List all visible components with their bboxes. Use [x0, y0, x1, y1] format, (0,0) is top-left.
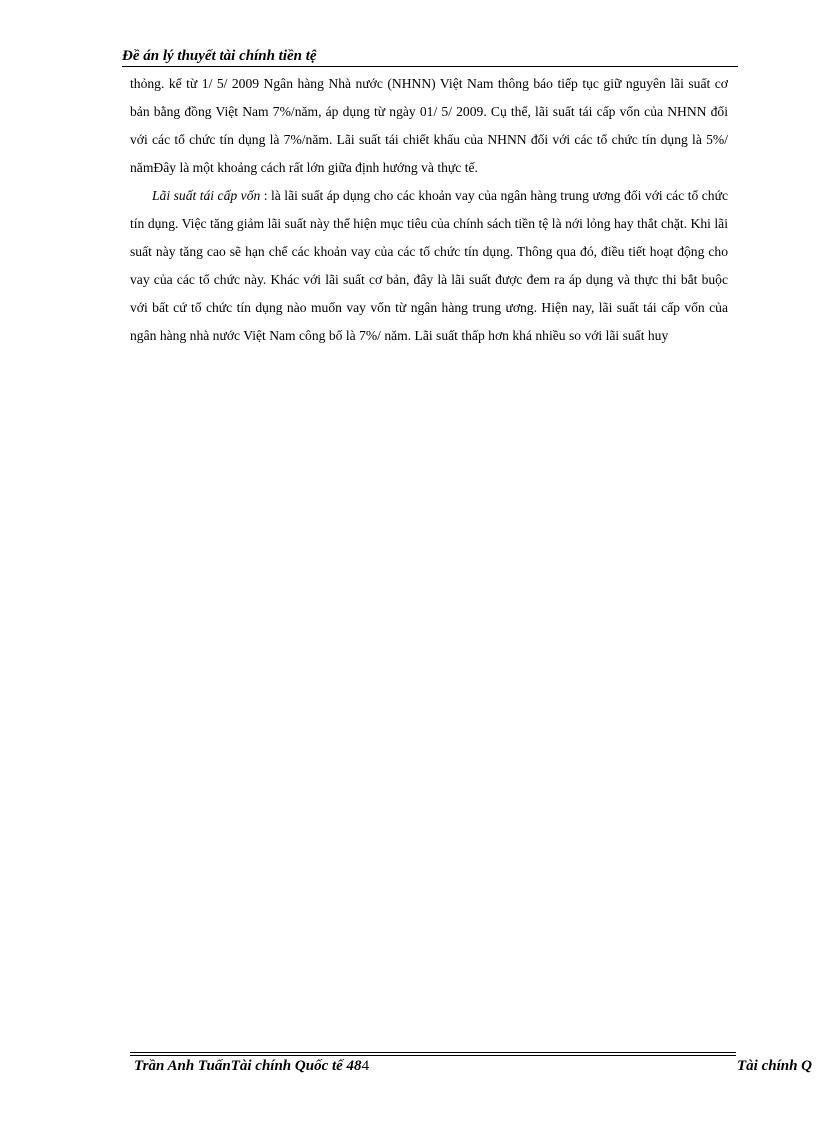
footer-divider-top [130, 1052, 736, 1053]
term-lai-suat-tai-cap-von: Lãi suất tái cấp vốn [152, 188, 261, 203]
header-divider [122, 66, 738, 67]
paragraph-2 [130, 182, 728, 350]
document-body [130, 70, 728, 350]
footer-divider-bottom [130, 1055, 736, 1056]
footer-author-class: Trần Anh TuấnTài chính Quốc tế 48 [134, 1058, 362, 1074]
footer-author [134, 1058, 369, 1075]
footer-right-text: Tài chính Q [737, 1058, 813, 1074]
page-number: 4 [361, 1058, 370, 1074]
paragraph-2-text: : là lãi suất áp dụng cho các khoản vay của ngân hàng trung ương đối với các tổ chức tín dụng. Việc tăng giảm lãi suất này thể hiện mục tiêu của chính sách tiền tệ là nới lỏng hay thắt chặt. Khi lãi suất này tăng cao sẽ hạn chế các khoản vay của các tổ chức tín dụng. Thông qua đó, điều tiết hoạt động cho vay của các tổ chức này. Khác với lãi suất cơ bản, đây là lãi suất được đem ra áp dụng và thực thi bắt buộc với bất cứ tổ chức tín dụng nào muốn vay vốn từ ngân hàng trung ương. Hiện nay, lãi suất tái cấp vốn của ngân hàng nhà nước Việt Nam công bố là 7%/ năm. Lãi suất thấp hơn khá nhiều so với lãi suất huy [130, 188, 728, 343]
page-header-title: Đề án lý thuyết tài chính tiền tệ [122, 48, 317, 64]
paragraph-1: thỏng. kể từ 1/ 5/ 2009 Ngân hàng Nhà nước (NHNN) Việt Nam thông báo tiếp tục giữ nguyên lãi suất cơ bản bằng đồng Việt Nam 7%/năm, áp dụng từ ngày 01/ 5/ 2009. Cụ thể, lãi suất tái cấp vốn của NHNN đối với các tổ chức tín dụng là 7%/năm. Lãi suất tái chiết khấu của NHNN đối với các tổ chức tín dụng là 5%/ nămĐây là một khoảng cách rất lớn giữa định hướng và thực tế. [130, 76, 728, 175]
